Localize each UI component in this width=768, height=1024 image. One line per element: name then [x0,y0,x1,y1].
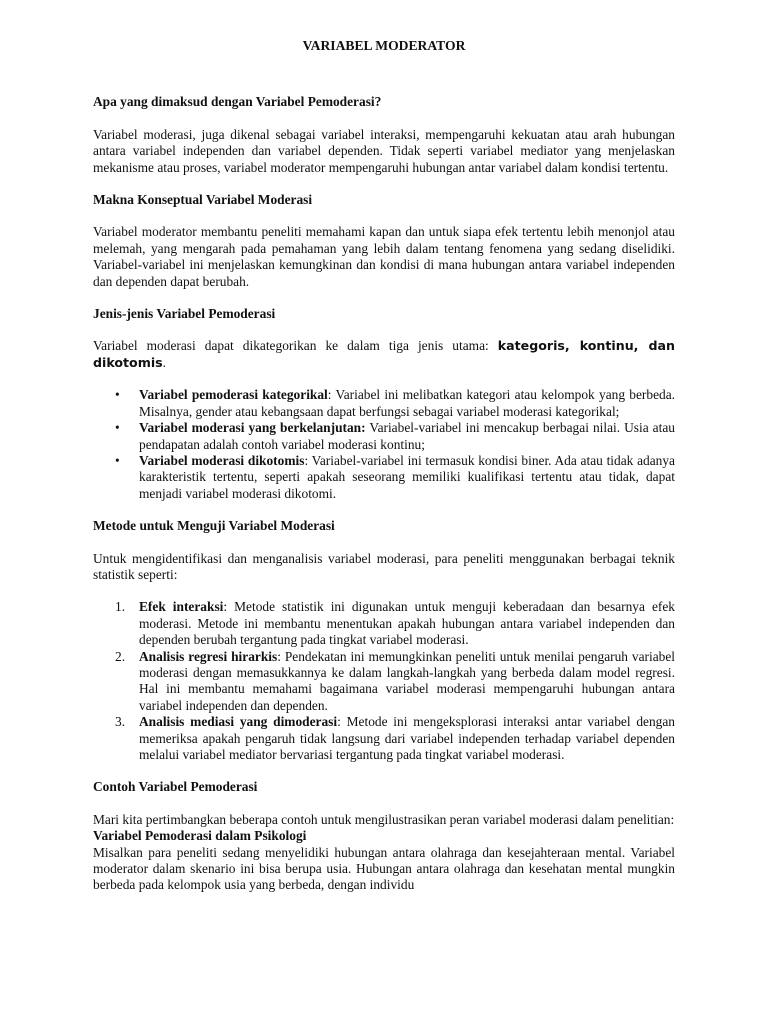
list-item [93,714,675,763]
types-intro-text: Variabel moderasi dapat dikategorikan ke dalam tiga jenis utama: [93,338,498,354]
list-item-text: Variabel-variabel ini mencakup berbagai nilai. Usia atau pendapatan adalah contoh variabel moderasi kontinu; [139,420,675,452]
paragraph-types-intro [93,338,675,371]
bullet-marker: • [115,452,120,468]
section-heading-methods: Metode untuk Menguji Variabel Moderasi [93,518,335,534]
document-title: VARIABEL MODERATOR [302,38,466,53]
section-heading-types: Jenis-jenis Variabel Pemoderasi [93,306,276,322]
methods-list [93,599,675,763]
document-content [93,38,675,894]
types-list [93,387,675,502]
paragraph-psychology: Misalkan para peneliti sedang menyelidiki hubungan antara olahraga dan kesejahteraan mental. Variabel moderator dalam skenario ini bisa berupa usia. Hubungan antara olahraga dan kesehatan mental mungkin berbeda pada kelompok usia yang berbeda, dengan individu [93,844,675,893]
paragraph-definition: Variabel moderasi, juga dikenal sebagai variabel interaksi, mempengaruhi kekuatan atau arah hubungan antara variabel independen dan variabel dependen. Tidak seperti variabel mediator yang menjelaskan mekanisme atau proses, variabel moderator mempengaruhi hubungan antar variabel dalam kondisi tertentu. [93,126,675,175]
list-item [93,387,675,420]
list-item-text: : Metode statistik ini digunakan untuk menguji keberadaan dan besarnya efek moderasi. Metode ini membantu menentukan apakah hubungan antara variabel independen dan dependen berubah tergantung pada tingkat variabel moderasi. [139,599,675,648]
list-item-text: : Metode ini mengeksplorasi interaksi antar variabel dengan memeriksa apakah pengaruh tidak langsung dari variabel independen terhadap variabel dependen melalui variabel mediator bervariasi tergantung pada tingkat variabel moderasi. [139,714,675,762]
paragraph-methods-intro: Untuk mengidentifikasi dan menganalisis variabel moderasi, para peneliti menggunakan berbagai teknik statistik seperti: [93,550,675,582]
list-item [93,453,675,502]
section-heading-examples: Contoh Variabel Pemoderasi [93,779,258,795]
bullet-marker: • [115,420,120,436]
types-intro-bold: kategoris, kontinu, dan dikotomis [93,338,675,370]
list-item-text: : Pendekatan ini memungkinkan peneliti untuk menilai pengaruh variabel moderasi dengan memasukkannya ke dalam langkah-langkah yang berbeda dalam model regresi. Hal ini membantu memahami bagaimana variabel moderasi mempengaruhi hubungan antara variabel independen dan dependen. [139,648,676,713]
list-item-text: : Variabel ini melibatkan kategori atau kelompok yang berbeda. Misalnya, gender atau kebangsaan dapat berfungsi sebagai variabel moderasi kategorikal; [139,387,676,419]
list-number: 3. [115,714,126,730]
paragraph-examples-intro: Mari kita pertimbangkan beberapa contoh untuk mengilustrasikan peran variabel moderasi dalam penelitian: [93,811,675,827]
list-item [93,599,675,648]
list-number: 2. [115,648,126,664]
list-item-term: Analisis mediasi yang dimoderasi [139,714,338,730]
subheading-psychology: Variabel Pemoderasi dalam Psikologi [93,828,307,844]
bullet-marker: • [115,387,120,403]
types-intro-end: . [162,354,166,370]
list-item-term: Analisis regresi hirarkis [139,648,278,664]
section-heading-definition: Apa yang dimaksud dengan Variabel Pemoderasi? [93,94,382,110]
list-item-text: : Variabel-variabel ini termasuk kondisi biner. Ada atau tidak adanya karakteristik tertentu, seperti apakah seseorang memiliki kualifikasi tertentu atau tidak, dapat menjadi variabel moderasi dikotomi. [139,452,675,501]
list-number: 1. [115,599,126,615]
list-item [93,649,675,715]
list-item-term: Efek interaksi [139,599,224,615]
list-item [93,420,675,453]
list-item-term: Variabel moderasi dikotomis [139,452,305,468]
list-item-term: Variabel moderasi yang berkelanjutan: [139,420,366,436]
list-item-term: Variabel pemoderasi kategorikal [139,387,328,403]
section-heading-conceptual: Makna Konseptual Variabel Moderasi [93,192,313,208]
paragraph-conceptual: Variabel moderator membantu peneliti memahami kapan dan untuk siapa efek tertentu lebih menonjol atau melemah, yang mengarah pada pemahaman yang lebih dalam tentang fenomena yang sedang diselidiki. Variabel-variabel ini menjelaskan kemungkinan dan kondisi di mana hubungan antara variabel independen dan dependen dapat berubah. [93,224,675,289]
